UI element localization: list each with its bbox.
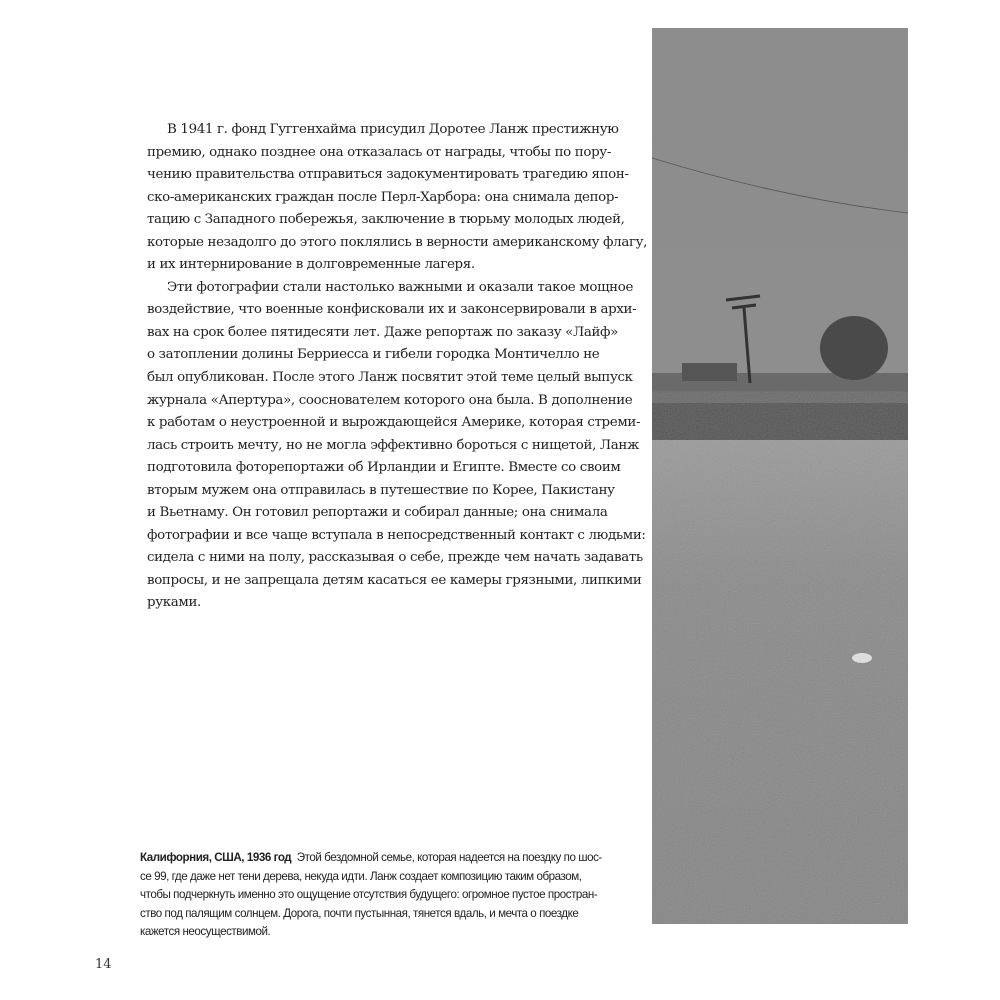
caption-line: се 99, где даже нет тени дерева, некуда идти. Ланж создает композицию таким образом, [140, 869, 582, 883]
grain-texture [652, 440, 908, 924]
body-line: премию, однако позднее она отказалась от награды, чтобы по пору- [147, 144, 611, 160]
body-line: которые незадолго до этого поклялись в верности американскому флагу, [147, 234, 648, 250]
body-line: тацию с Западного побережья, заключение в тюрьму молодых людей, [147, 212, 625, 228]
farmhouse [682, 363, 737, 381]
photograph-empty-road [652, 28, 908, 924]
body-line: журнала «Апертура», сооснователем которого она была. В дополнение [147, 392, 633, 408]
page-number: 14 [95, 957, 112, 972]
road [652, 403, 908, 443]
body-line: подготовила фоторепортажи об Ирландии и Египте. Вместе со своим [147, 460, 621, 476]
caption-line: кажется неосуществимой. [140, 925, 271, 939]
body-line: вопросы, и не запрещала детям касаться ее камеры грязными, липкими [147, 572, 642, 588]
caption-title: Калифорния, США, 1936 год [140, 851, 292, 864]
body-line: фотографии и все чаще вступала в непосредственный контакт с людьми: [147, 527, 646, 543]
body-line: чению правительства отправиться задокументировать трагедию япон- [147, 167, 629, 183]
body-line: ско-американских граждан после Перл-Харбора: она снимала депор- [147, 189, 619, 205]
body-line: сидела с ними на полу, рассказывая о себе, прежде чем начать задавать [147, 550, 643, 566]
body-line: воздействие, что военные конфисковали их и законсервировали в архи- [147, 302, 637, 318]
body-line: и их интернирование в долговременные лагеря. [147, 257, 475, 273]
body-line: лась строить мечту, но не могла эффективно бороться с нищетой, Ланж [147, 437, 639, 453]
body-line: о затоплении долины Берриесса и гибели городка Монтичелло не [147, 347, 600, 363]
body-line: Эти фотографии стали настолько важными и оказали такое мощное [167, 279, 634, 295]
body-line: и Вьетнаму. Он готовил репортажи и собирал данные; она снимала [147, 505, 608, 521]
body-line: вах на срок более пятидесяти лет. Даже репортаж по заказу «Лайф» [147, 324, 619, 340]
body-line: был опубликован. После этого Ланж посвятит этой теме целый выпуск [147, 370, 633, 386]
body-text [147, 119, 648, 615]
caption-line: чтобы подчеркнуть именно это ощущение отсутствия будущего: огромное пустое простран- [140, 888, 598, 902]
photo-caption [140, 849, 602, 942]
body-line: вторым мужем она отправилась в путешествие по Корее, Пакистану [147, 482, 615, 498]
body-line: к работам о неустроенной и вырождающейся Америке, которая стреми- [147, 415, 641, 431]
body-line: руками. [147, 595, 201, 611]
tree [820, 316, 888, 380]
caption-line: Калифорния, США, 1936 год Этой бездомной семье, которая надеется на поездку по шос- [140, 851, 602, 864]
caption-line: ство под палящим солнцем. Дорога, почти пустынная, тянется вдаль, и мечта о поездке [140, 906, 579, 920]
debris [852, 653, 872, 663]
body-line: В 1941 г. фонд Гуггенхайма присудил Доротее Ланж престижную [167, 122, 619, 137]
